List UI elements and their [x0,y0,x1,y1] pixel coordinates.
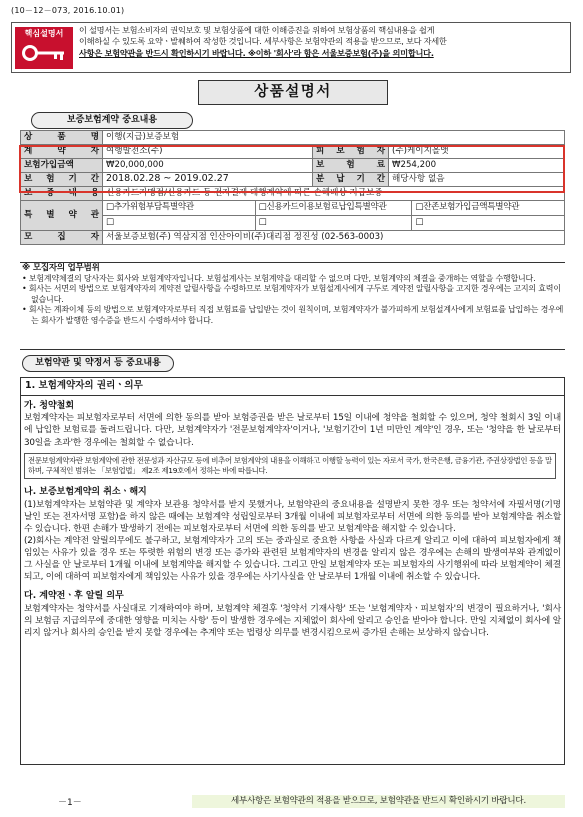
paragraph: (2)회사는 계약전 알릴의무에도 불구하고, 보험계약자가 고의 또는 중과실로 중요한 사항을 사실과 다르게 알리고 이에 대하여 피보험자에게 책임있는 사유가 있을 경우 또는 뚜렷한 위험의 변경 또는 증가와 관련된 보험계약자의 변경을 알리지 않은 경우에는 손해의 발생여부와 관계없이 그 사실을 안 날로부터 1개월 이내에 보험계약을 해지할 수 있습니다. 그리고 만일 보험계약자 또는 피보험자의 사기행위에 따라 보험계약이 체결되고, 이에 대하여 피보험자에게 책임있는 사유가 있을 경우에는 사기사실을 안 날로부터 1개월 이내에 취소할 수 있습니다. [24,536,561,583]
paragraph: 보험계약자는 청약서를 사실대로 기재하여야 하며, 보험계약 체결후 '청약서 기재사항' 또는 '보험계약자ㆍ피보험자'의 변경이 필요하거나, '회사의 보험금 지급의무에 중대한 영향을 미치는 사항' 등이 발생한 경우에는 지체없이 회사에 알리고 승인을 받아야 합니다. 만일 지체없이 회사에 알리지 않거나 회사의 승인을 받지 못할 경우에는 추계약 또는 법령상 의무를 변경시킴으로써 증가된 손해는 보상하지 않습니다. [24,604,561,639]
coverage-label: 보 증 내 용 [21,187,103,201]
section-title-contract: 보증보험계약 중요내용 [31,112,193,129]
page-title: 상품설명서 [198,80,388,105]
table-row [21,173,565,187]
table-row [21,231,565,245]
notice-text [79,25,566,59]
special-terms-cell [103,216,565,231]
special-terms-grid [103,201,564,215]
subsection-heading: 나. 보증보험계약의 취소ㆍ해지 [24,486,147,497]
table-row [21,131,565,145]
special-term-item[interactable]: □잔존보험가입금액특별약관 [415,202,520,213]
badge-label: 핵심설명서 [24,29,64,38]
list-item: • 회사는 계좌이체 등의 방법으로 보험계약자로부터 직접 보험료를 납입받는 것이 원칙이며, 보험계약자가 불가피하게 보험설계사에게 보험료를 납입하는 경우에는 회사가 발행한 영수증을 반드시 수령하셔야 합니다. [22,305,564,325]
contract-summary-table [20,130,565,245]
key-icon [21,44,67,62]
contractor-label: 계 약 자 [21,145,103,159]
document-code: (10－12－073, 2016.10.01) [11,6,125,15]
page-number: －1－ [58,798,82,808]
list-item: • 보험계약체결의 당사자는 회사와 보험계약자입니다. 보험설계사는 보험계약을 대리할 수 없으며 다만, 보험계약의 체결을 중개하는 역할을 수행합니다. [22,274,536,284]
product-label: 상 품 명 [21,131,103,145]
period-label: 보 험 기 간 [21,173,103,187]
special-terms-grid [103,216,564,230]
terms-body [20,377,565,765]
coverage-value: 신용카드가맹점/신용카드 등 전자결제 대행계약에 따른 손해배상 지급보증 [103,187,565,201]
list-item: • 회사는 서면의 방법으로 보험계약자의 계약전 알릴사항을 수령하므로 보험계약자가 보험설계사에게 구두로 계약전 알릴사항을 고지한 경우에는 고지의 효력이 없습니다. [22,284,561,304]
special-term-item[interactable]: □신용카드이용보험료납입특별약관 [255,201,412,215]
subsection-heading: 다. 계약전ㆍ후 알릴 의무 [24,591,124,602]
duty-list [22,274,567,326]
table-row [21,201,565,216]
amount-value: ₩20,000,000 [103,159,313,173]
paragraph: (1)보험계약자는 보험약관 및 계약자 보관용 청약서를 받지 못했거나, 보험약관의 중요내용을 설명받지 못한 경우 또는 청약서에 자필서명(기명날인 또는 전자서명 포함)을 하지 않은 때에는 보험계약 성립일로부터 3개월 이내에 피보험자로부터 서면에 의한 동의를 받아 보험계약을 취소할 수 있습니다. 한편 손해가 발생하기 전에는 피보험자로부터 서면에 의한 동의를 받고 보험계약을 해지할 수 있습니다. [24,499,561,534]
special-term-item[interactable]: □추가위험부담특별약관 [103,201,255,215]
professional-contractor-note: 전문보험계약자란 보험계약에 관한 전문성과 자산규모 등에 비추어 보험계약의 내용을 이해하고 이행할 능력이 있는 자로서 국가, 한국은행, 금융기관, 주권상장법인 등을 말하며, 구체적인 범위는 「보험업법」 제2조 제19호에서 정하는 바에 따릅니다. [24,453,556,479]
insured-value: (주)케이지올앳 [389,145,565,159]
notice-box [11,22,571,73]
special-term-item[interactable]: □ [255,216,412,230]
paragraph: 보험계약자는 피보험자로부터 서면에 의한 동의를 받아 보험증권을 받은 날로부터 15일 이내에 청약을 철회할 수 있으며, 청약 철회시 3일 이내에 납입한 보험료를 돌려드립니다. 다만, 보험계약자가 '전문보험계약자'이거나, '보험기간이 1년 미만인 계약'인 경우, 또는 '청약을 한 날로부터 30일을 초과'한 경우에는 철회할 수 없습니다. [24,413,561,448]
divider [20,349,565,350]
product-value: 이행(지급)보증보험 [103,131,565,145]
table-row [21,159,565,173]
footer-note: 세부사항은 보험약관의 적용을 받으므로, 보험약관을 반드시 확인하시기 바랍니다. [192,795,565,808]
agent-duty-section [22,263,567,326]
installment-label: 분 납 기 간 [313,173,389,187]
agent-label: 모 집 자 [21,231,103,245]
section-title-terms: 보험약관 및 약정서 등 중요내용 [22,355,174,372]
premium-label: 보 험 료 [313,159,389,173]
notice-badge [15,27,73,69]
divider [20,262,565,263]
installment-value: 해당사항 없음 [389,173,565,187]
premium-value: ₩254,200 [389,159,565,173]
agent-value: 서울보증보험(주) 역삼지점 인산아이비(주)대리점 정진성 (02-563-0003) [103,231,565,245]
contractor-value: 여행발전소(주) [103,145,313,159]
notice-line-2: 이해하실 수 있도록 요약ㆍ발췌하여 작성한 것입니다. 세부사항은 보험약관의 적용을 받으므로, 보다 자세한 [79,36,447,47]
table-row [21,216,565,231]
special-term-item[interactable]: □ [103,216,255,230]
notice-line-1: 이 설명서는 보험소비자의 권익보호 및 보험상품에 대한 이해증진을 위하여 보험상품의 핵심내용을 쉽게 [79,25,435,35]
special-terms-label: 특 별 약 관 [21,201,103,231]
rights-duties-heading: 1. 보험계약자의 권리ㆍ의무 [21,378,564,396]
duty-title: ※ 모집자의 업무범위 [22,263,100,273]
subsection-heading: 가. 청약철회 [24,400,75,411]
insured-label: 피 보 험 자 [313,145,389,159]
special-terms-cell [103,201,565,216]
amount-label: 보험가입금액 [21,159,103,173]
table-row [21,145,565,159]
period-value: 2018.02.28 ~ 2019.02.27 [103,173,313,187]
notice-line-3: 사항은 보험약관을 반드시 확인하시기 바랍니다. ※이하 '회사'라 함은 서울보증보험(주)을 의미합니다. [79,47,434,58]
special-term-item[interactable]: □ [415,217,424,228]
table-row [21,187,565,201]
